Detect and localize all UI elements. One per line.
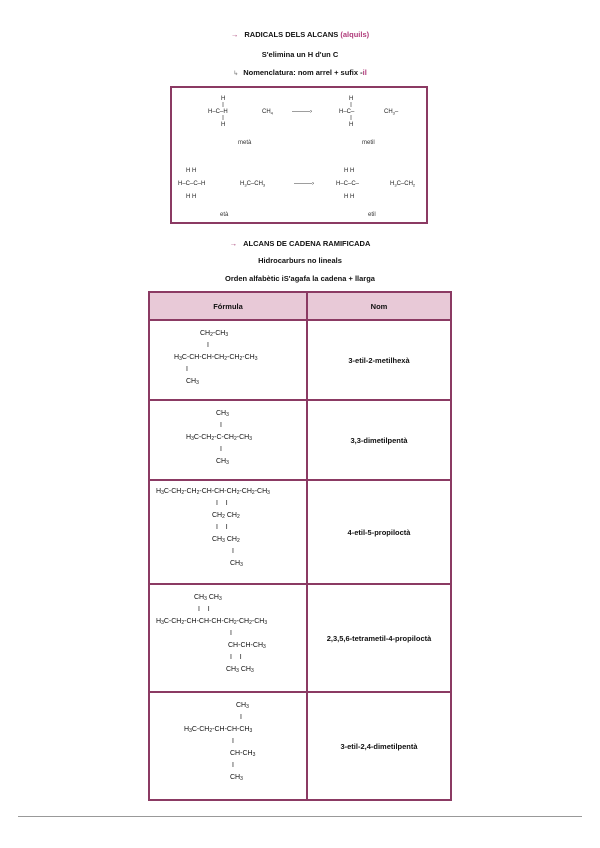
structural-formula: $CH_3$ $CH_3$ I I $H_3C-CH_2-CH-CH-CH-CH_2-CH_2-CH_3$ I $CH-CH-CH_3$ I I $CH_3$ $CH_3$	[156, 594, 268, 674]
table-header-row	[149, 292, 451, 320]
ethane-h-bottom: H H	[186, 194, 197, 200]
methyl-h-bottom: H	[349, 122, 354, 128]
structural-formula: $CH_2-CH_3$ I $H_3C-CH-CH-CH_2-CH_2-CH_3$ I $CH_3$	[174, 330, 258, 386]
name-cell: 3,3-dimetilpentà	[307, 400, 451, 480]
methane-h-top: H	[221, 96, 226, 102]
label-metil: metil	[362, 140, 375, 146]
arrow-icon: ———›	[292, 109, 312, 115]
ethyl-h-top: H H	[344, 168, 355, 174]
structural-formula: $CH_3$ I $H_3C-CH_2-CH-CH-CH_3$ I $CH-CH_3$ I $CH_3$	[184, 702, 256, 782]
header-formula: Fórmula	[149, 292, 307, 320]
section-title-branched: → ALCANS DE CADENA RAMIFICADA	[229, 239, 371, 248]
structural-formula: $H_3C-CH_2-CH_2-CH-CH-CH_2-CH_2-CH_3$ I I $CH_2$ $CH_2$ I I $CH_3$ $CH_2$ I $CH_3$	[156, 488, 270, 568]
formula-cell	[149, 320, 307, 400]
label-eta: età	[220, 212, 229, 218]
label-etil: etil	[368, 212, 376, 218]
table-row	[149, 400, 451, 480]
table-row	[149, 320, 451, 400]
footer-divider	[18, 816, 582, 817]
radicals-rule: S'elimina un H d'un C	[261, 50, 339, 59]
section-title-radicals: → RADICALS DELS ALCANS (alquils)	[230, 30, 370, 39]
radicals-diagram	[170, 86, 428, 224]
ethane-condensed: $H_3C-CH_3$	[240, 181, 266, 188]
branched-subtitle: Hidrocarburs no lineals	[258, 256, 342, 265]
ethyl-middle: H–C–C–	[336, 181, 360, 187]
name-cell: 2,3,5,6-tetrametil-4-propiloctà	[307, 584, 451, 692]
formula-cell	[149, 480, 307, 584]
ethane-middle: H–C–C–H	[178, 181, 206, 187]
methyl-middle: H–C–	[339, 109, 355, 115]
arrow-icon: →	[230, 30, 239, 39]
ethane-h-top: H H	[186, 168, 197, 174]
formula-cell	[149, 400, 307, 480]
methyl-h-top: H	[349, 96, 354, 102]
arrow-icon: ———›	[294, 181, 314, 187]
table-row	[149, 692, 451, 800]
table-row	[149, 584, 451, 692]
structural-formula: $CH_3$ I $H_3C-CH_2-C-CH_2-CH_3$ I $CH_3$	[186, 410, 252, 466]
methyl-condensed: $CH_3-$	[384, 109, 399, 116]
methane-h-bottom: H	[221, 122, 226, 128]
branched-rule: Orden alfabètic iS'agafa la cadena + llarga	[225, 274, 375, 283]
header-nom: Nom	[307, 292, 451, 320]
label-meta: metà	[238, 140, 252, 146]
name-cell: 3-etil-2,4-dimetilpentà	[307, 692, 451, 800]
formula-cell	[149, 584, 307, 692]
radicals-svg	[172, 88, 426, 222]
radicals-nomenclature: ↳ Nomenclatura: nom arrel + sufix -il	[233, 68, 367, 77]
formula-cell	[149, 692, 307, 800]
ethyl-condensed: $H_3C-CH_2$	[390, 181, 416, 188]
arrow-icon: →	[229, 239, 238, 248]
arrow-icon: ↳	[233, 71, 239, 77]
alkanes-table	[148, 291, 452, 801]
name-cell: 3-etil-2-metilhexà	[307, 320, 451, 400]
ethyl-h-bottom: H H	[344, 194, 355, 200]
methane-condensed: $CH_4$	[262, 109, 273, 116]
table-row	[149, 480, 451, 584]
methane-middle: H–C–H	[208, 109, 228, 115]
name-cell: 4-etil-5-propiloctà	[307, 480, 451, 584]
